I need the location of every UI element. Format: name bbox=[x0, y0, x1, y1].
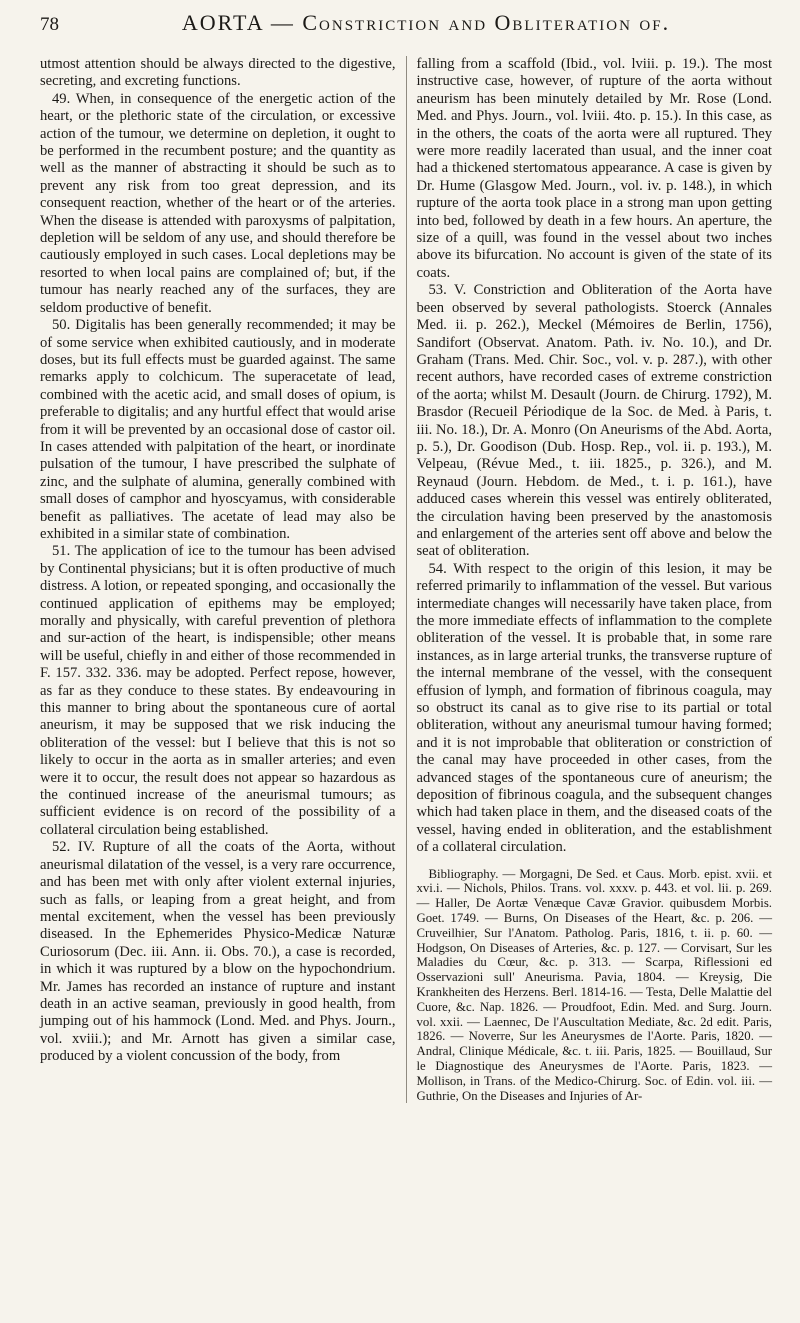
bibliography: Bibliography. — Morgagni, De Sed. et Caus. Morb. epist. xvii. et xvi.i. — Nichols, Philos. Trans. vol. xxxv. p. 443. et vol. lii. p. 269. — Haller, De Aortæ Venæque Cavæ Gravior. quibusdem Morbis. Goet. 1749. — Burns, On Diseases of the Heart, &c. p. 206. — Cruveilhier, Sur l'Anatom. Patholog. Paris, 1816, t. ii. p. 60. — Hodgson, On Diseases of Arteries, &c. p. 127. — Corvisart, Sur les Maladies du Cœur, &c. p. 313. — Scarpa, Riflessioni ed Osservazioni sull' Aneurisma. Pavia, 1804. — Kreysig, Die Krankheiten des Herzens. Berl. 1814-16. — Testa, Delle Malattie del Cuore, &c. Nap. 1826. — Proudfoot, Edin. Med. and Surg. Journ. vol. xxii. — Laennec, De l'Auscultation Mediate, &c. 2d edit. Paris, 1826. — Noverre, Sur les Aneurysmes de l'Aorte. Paris, 1820. — Andral, Clinique Médicale, &c. t. iii. Paris, 1825. — Bouillaud, Sur le Diagnostique des Aneurysmes de l'Aorte. Paris, 1823. — Mollison, in Trans. of the Medico-Chirurg. Soc. of Edin. vol. iii. — Guthrie, On the Diseases and Injuries of Ar- bbox=[416, 866, 772, 1103]
page-header bbox=[40, 10, 772, 50]
paragraph: 49. When, in consequence of the energetic action of the heart, or the plethoric state of the circulation, or excessive action of the tumour, we determine on depletion, it ought to be performed in the recumbent posture; and the quantity as well as the manner of abstracting it should be such as to prevent any risk from too great depression, and its consequent reaction, whether of the heart or of the arteries. When the disease is attended with paroxysms of palpitation, depletion will be seldom of any use, and should therefore be cautiously employed in such cases. Local depletions may be resorted to when local pains are complained of; but, if the tumour has nearly reached any of the surfaces, they are seldom productive of benefit. bbox=[40, 90, 396, 316]
text-columns bbox=[40, 56, 772, 1103]
running-title: AORTA — Constriction and Obliteration of. bbox=[181, 10, 671, 35]
paragraph: 52. IV. Rupture of all the coats of the Aorta, without aneurismal dilatation of the vessel, is a very rare occurrence, and has been met with only after violent external injuries, such as falls, or leaping from a great height, and from mental excitement, when the vessel has been previously diseased. In the Ephemerides Physico-Medicæ Naturæ Curiosorum (Dec. iii. Ann. ii. Obs. 70.), a case is recorded, in which it was ruptured by a blow on the hypochondrium. Mr. James has recorded an instance of rupture and instant death in an active seaman, previously in good health, from jumping out of his hammock (Lond. Med. and Phys. Journ., vol. xviii.); and Mr. Arnott has given a similar case, produced by a violent concussion of the body, from bbox=[40, 839, 396, 1065]
paragraph: falling from a scaffold (Ibid., vol. lviii. p. 19.). The most instructive case, however, of rupture of the aorta without aneurism has been minutely detailed by Mr. Rose (Lond. Med. and Phys. Journ., vol. lviii. 4to. p. 15.). In this case, as in the others, the coats of the aorta were all ruptured. They were more readily lacerated than usual, and the inner coat had a thickened stertomatous appearance. A case is given by Dr. Hume (Glasgow Med. Journ., vol. iv. p. 148.), in which rupture of the aorta took place in a strong man upon getting into bed, followed by death in a few hours. An aperture, the size of a quill, was found in the vessel about two inches above its bifurcation. No account is given of the state of its coats. bbox=[416, 56, 772, 281]
paragraph: 53. V. Constriction and Obliteration of the Aorta have been observed by several pathologists. Stoerck (Annales Med. ii. p. 262.), Meckel (Mémoires de Berlin, 1756), Sandifort (Observat. Anatom. Path. iv. No. 10.), and Dr. Graham (Trans. Med. Chir. Soc., vol. v. p. 287.), with other recent authors, have recorded cases of extreme constriction of the aorta; whilst M. Desault (Journ. de Chirurg. 1792), M. Brasdor (Recueil Périodique de la Soc. de Med. à Paris, t. iii. No. 18.), Dr. A. Monro (On Aneurisms of the Abd. Aorta, p. 5.), Dr. Goodison (Dub. Hosp. Rep., vol. ii. p. 193.), M. Velpeau, (Révue Med., t. iii. 1825., p. 326.), and M. Reynaud (Journ. Hebdom. de Med., t. i. p. 161.), have adduced cases wherein this vessel was entirely obliterated, the circulation having been preserved by the anastomosis and enlargement of the arteries sent off above and below the seat of obliteration. bbox=[416, 282, 772, 560]
paragraph: utmost attention should be always directed to the digestive, secreting, and excreting functions. bbox=[40, 56, 396, 90]
right-column bbox=[406, 56, 773, 1103]
paragraph: 54. With respect to the origin of this lesion, it may be referred primarily to inflammation of the vessel. But various intermediate changes will necessarily have taken place, from the more immediate effects of inflammation to the complete obliteration of the vessel. It is probable that, in some rare instances, as in large arterial trunks, the transverse rupture of the internal membrane of the vessel, with the consequent effusion of lymph, and formation of fibrinous coagula, may so obstruct its canal as to give rise to its partial or total obliteration, without any aneurismal tumour having formed; and it is not improbable that obliteration or constriction of the canal may have proceeded in other cases, from the advanced stages of the spontaneous cure of aneurism; the deposition of fibrinous coagula, and the subsequent changes which had taken place in them, and the diseased coats of the vessel, having ended in obliteration, and the establishment of a collateral circulation. bbox=[416, 560, 772, 856]
paragraph: 50. Digitalis has been generally recommended; it may be of some service when exhibited cautiously, and in moderate doses, but its full effects must be guarded against. The same remarks apply to colchicum. The superacetate of lead, combined with the acetic acid, and small doses of opium, is preferable to digitalis; and any hurtful effect that would arise from it will be prevented by an occasional dose of castor oil. In cases attended with palpitation of the heart, or inordinate pulsation of the tumour, I have prescribed the sulphate of zinc, and the sulphate of alumina, generally combined with small doses of camphor and hyoscyamus, with considerable benefit as palliatives. The acetate of lead may also be exhibited in a similar state of combination. bbox=[40, 317, 396, 542]
left-column bbox=[40, 56, 396, 1103]
page-number: 78 bbox=[40, 14, 59, 35]
paragraph: 51. The application of ice to the tumour has been advised by Continental physicians; but it is often productive of much distress. A lotion, or repeated sponging, and occasionally the continued application of epithems may be employed; morally and physically, with careful prevention of plethora and sur-action of the heart, is indispensible; other means will be useful, chiefly in and either of those recommended in F. 157. 332. 336. may be adopted. Perfect repose, however, as far as they conduce to these states. By endeavouring in this manner to bring about the spontaneous cure of aortal aneurism, it may be supposed that we risk inducing the obliteration of the vessel: but I believe that this is not so likely to occur in the aorta as in smaller arteries; and even were it to occur, the result does not appear so hazardous as the continued increase of the aneurismal tumours; as sufficient evidence is on record of the possibility of a collateral circulation being established. bbox=[40, 543, 396, 838]
